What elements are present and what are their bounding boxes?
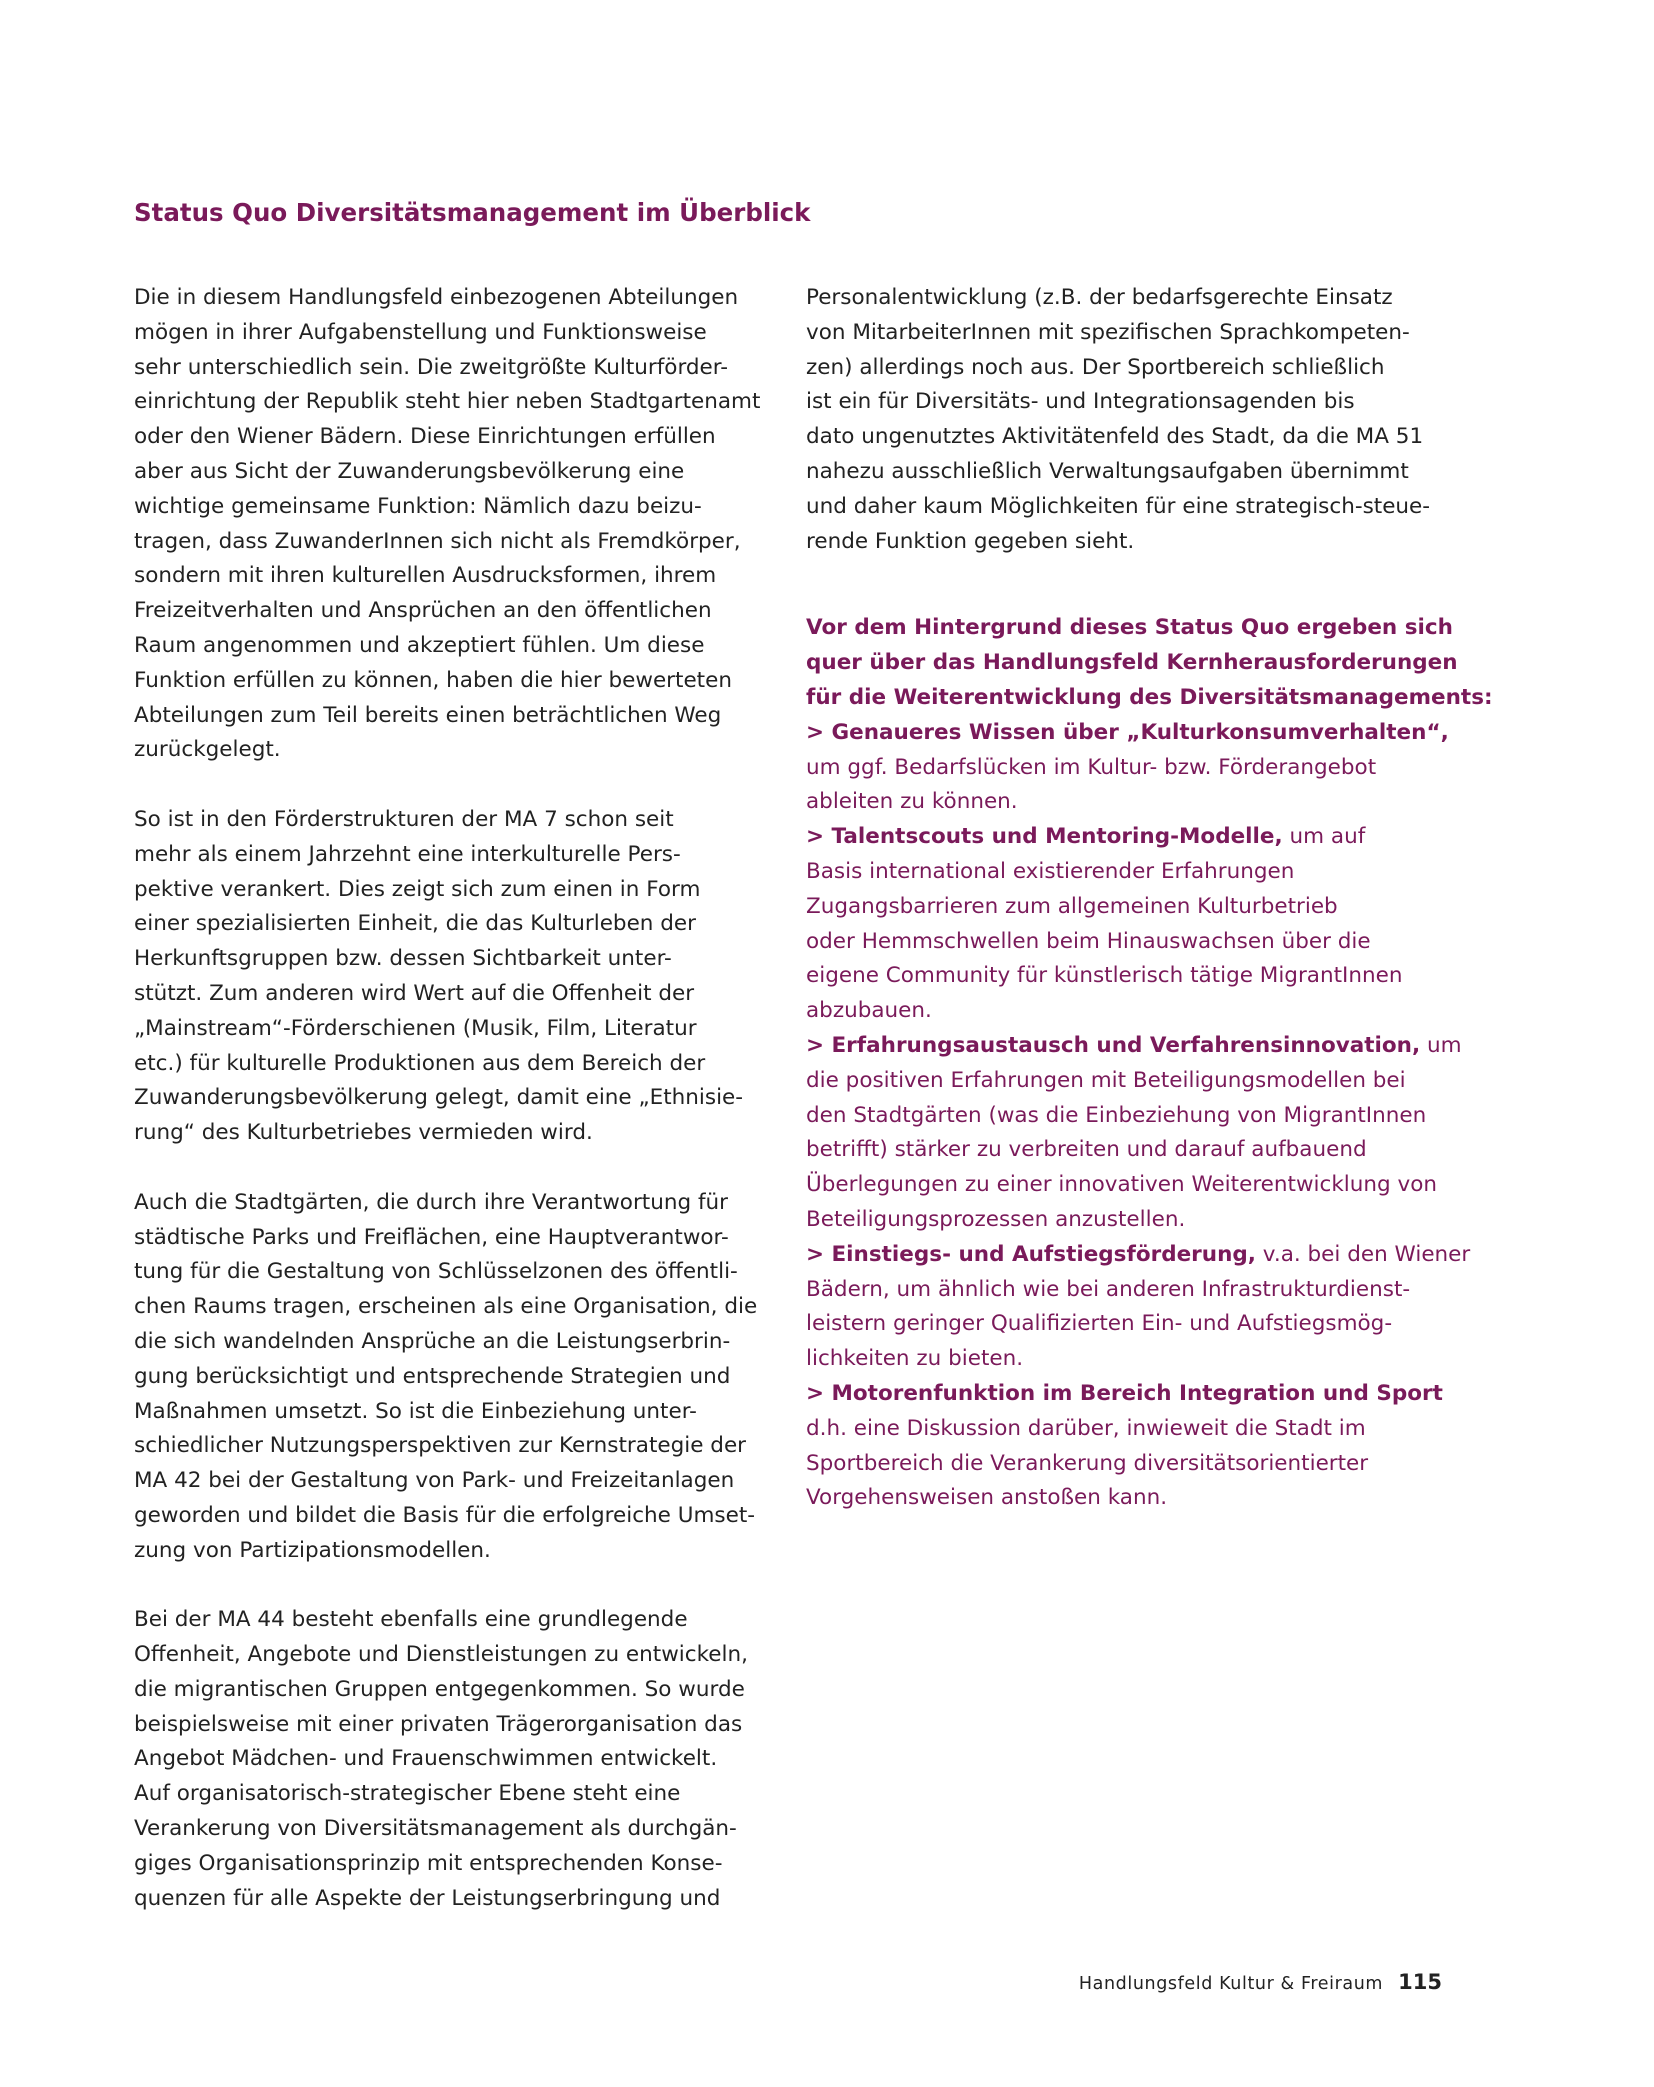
challenge-title-continuation: um auf: [1282, 824, 1366, 850]
text-line: oder den Wiener Bädern. Diese Einrichtungen erfüllen: [134, 424, 716, 450]
text-line: städtische Parks und Freiflächen, eine Hauptverantwor-: [134, 1224, 729, 1250]
challenge-title-continuation: um: [1420, 1032, 1462, 1058]
challenge-title-line: [806, 1029, 1462, 1064]
challenge-title: > Erfahrungsaustausch und Verfahrensinnovation,: [806, 1032, 1421, 1058]
section-heading: Status Quo Diversitätsmanagement im Überblick: [134, 198, 811, 227]
challenge-item: [806, 1377, 1456, 1516]
text-line: So ist in den Förderstrukturen der MA 7 schon seit: [134, 806, 674, 832]
challenge-title-continuation: v.a. bei den Wiener: [1255, 1241, 1471, 1267]
text-line: und daher kaum Möglichkeiten für eine strategisch-steue-: [806, 493, 1431, 519]
challenge-item: [806, 1029, 1462, 1238]
text-line: die migrantischen Gruppen entgegenkommen. So wurde: [134, 1676, 745, 1702]
text-line: sehr unterschiedlich sein. Die zweitgrößte Kulturförder-: [134, 354, 729, 380]
text-line: quenzen für alle Aspekte der Leistungserbringung und: [134, 1885, 721, 1911]
text-line: Auch die Stadtgärten, die durch ihre Verantwortung für: [134, 1189, 728, 1215]
right-column: [806, 281, 1493, 1516]
text-line: Zugangsbarrieren zum allgemeinen Kulturbetrieb: [806, 893, 1338, 919]
text-line: leistern geringer Qualifizierten Ein- und Aufstiegsmög-: [806, 1311, 1393, 1337]
text-line: nahezu ausschließlich Verwaltungsaufgaben übernimmt: [806, 458, 1409, 484]
text-line: d.h. eine Diskussion darüber, inwieweit die Stadt im: [806, 1415, 1366, 1441]
challenge-title: > Talentscouts und Mentoring-Modelle,: [806, 824, 1283, 850]
text-line: giges Organisationsprinzip mit entsprechenden Konse-: [134, 1850, 723, 1876]
text-line: Bädern, um ähnlich wie bei anderen Infrastrukturdienst-: [806, 1276, 1411, 1302]
text-line: wichtige gemeinsame Funktion: Nämlich dazu beizu-: [134, 493, 702, 519]
intro-line: quer über das Handlungsfeld Kernherausforderungen: [806, 650, 1458, 676]
text-line: den Stadtgärten (was die Einbeziehung von MigrantInnen: [806, 1102, 1427, 1128]
text-line: sondern mit ihren kulturellen Ausdrucksformen, ihrem: [134, 563, 717, 589]
text-line: gung berücksichtigt und entsprechende Strategien und: [134, 1363, 731, 1389]
text-line: stützt. Zum anderen wird Wert auf die Offenheit der: [134, 980, 695, 1006]
text-line: tragen, dass ZuwanderInnen sich nicht als Fremdkörper,: [134, 528, 741, 554]
text-line: aber aus Sicht der Zuwanderungsbevölkerung eine: [134, 458, 685, 484]
text-line: etc.) für kulturelle Produktionen aus dem Bereich der: [134, 1050, 706, 1076]
text-line: die sich wandelnden Ansprüche an die Leistungserbrin-: [134, 1328, 731, 1354]
text-line: Überlegungen zu einer innovativen Weiterentwicklung von: [806, 1172, 1438, 1198]
challenge-title: > Motorenfunktion im Bereich Integration und Sport: [806, 1380, 1443, 1406]
text-line: Raum angenommen und akzeptiert fühlen. Um diese: [134, 632, 705, 658]
paragraph-1: [134, 281, 784, 768]
text-line: Offenheit, Angebote und Dienstleistungen zu entwickeln,: [134, 1642, 748, 1668]
text-line: Auf organisatorisch-strategischer Ebene steht eine: [134, 1781, 681, 1807]
paragraph-continued: [806, 281, 1456, 559]
text-line: chen Raums tragen, erscheinen als eine Organisation, die: [134, 1294, 758, 1320]
challenge-title-line: [806, 716, 1456, 751]
text-line: tung für die Gestaltung von Schlüsselzonen des öffentli-: [134, 1259, 738, 1285]
text-line: pektive verankert. Dies zeigt sich zum einen in Form: [134, 876, 701, 902]
challenges-list: [806, 716, 1471, 1516]
challenges-intro: [806, 611, 1493, 715]
text-line: Angebot Mädchen- und Frauenschwimmen entwickelt.: [134, 1746, 718, 1772]
text-line: schiedlicher Nutzungsperspektiven zur Kernstrategie der: [134, 1433, 747, 1459]
challenge-title-line: [806, 1377, 1456, 1412]
text-line: Beteiligungsprozessen anzustellen.: [806, 1206, 1186, 1232]
text-line: zurückgelegt.: [134, 737, 281, 763]
text-line: Die in diesem Handlungsfeld einbezogenen Abteilungen: [134, 285, 739, 310]
text-line: Basis international existierender Erfahrungen: [806, 858, 1295, 884]
text-line: oder Hemmschwellen beim Hinauswachsen über die: [806, 928, 1371, 954]
text-line: MA 42 bei der Gestaltung von Park- und Freizeitanlagen: [134, 1468, 735, 1494]
footer-section-title: Handlungsfeld Kultur & Freiraum: [1078, 1974, 1384, 1994]
text-line: Vorgehensweisen anstoßen kann.: [806, 1485, 1168, 1511]
paragraph-2: [134, 803, 784, 1151]
text-line: eigene Community für künstlerisch tätige MigrantInnen: [806, 963, 1403, 989]
text-line: lichkeiten zu bieten.: [806, 1346, 1024, 1372]
text-line: ist ein für Diversitäts- und Integrationsagenden bis: [806, 389, 1355, 415]
paragraph-3: [134, 1186, 784, 1569]
text-line: einer spezialisierten Einheit, die das Kulturleben der: [134, 911, 696, 937]
text-line: ableiten zu können.: [806, 789, 1018, 815]
text-line: zung von Partizipationsmodellen.: [134, 1537, 491, 1563]
text-line: Maßnahmen umsetzt. So ist die Einbeziehung unter-: [134, 1398, 697, 1424]
text-line: geworden und bildet die Basis für die erfolgreiche Umset-: [134, 1502, 756, 1528]
text-line: beispielsweise mit einer privaten Trägerorganisation das: [134, 1711, 743, 1737]
challenge-title-line: [806, 820, 1456, 855]
text-line: mögen in ihrer Aufgabenstellung und Funktionsweise: [134, 319, 707, 345]
text-line: rende Funktion gegeben sieht.: [806, 528, 1135, 554]
page-number: 115: [1398, 1970, 1442, 1994]
text-line: mehr als einem Jahrzehnt eine interkulturelle Pers-: [134, 841, 681, 867]
text-line: Sportbereich die Verankerung diversitätsorientierter: [806, 1450, 1369, 1476]
challenge-title: > Genaueres Wissen über „Kulturkonsumverhalten“,: [806, 719, 1449, 745]
text-line: „Mainstream“-Förderschienen (Musik, Film, Literatur: [134, 1015, 697, 1041]
text-line: rung“ des Kulturbetriebes vermieden wird.: [134, 1120, 593, 1146]
text-line: Freizeitverhalten und Ansprüchen an den öffentlichen: [134, 598, 712, 624]
left-column: [134, 281, 784, 1951]
text-line: Personalentwicklung (z.B. der bedarfsgerechte Einsatz: [806, 285, 1393, 310]
text-line: abzubauen.: [806, 998, 932, 1024]
challenge-title: > Einstiegs- und Aufstiegsförderung,: [806, 1241, 1256, 1267]
text-line: dato ungenutztes Aktivitätenfeld des Stadt, da die MA 51: [806, 424, 1424, 450]
text-line: die positiven Erfahrungen mit Beteiligungsmodellen bei: [806, 1067, 1406, 1093]
text-line: Verankerung von Diversitätsmanagement als durchgän-: [134, 1816, 737, 1842]
text-line: Zuwanderungsbevölkerung gelegt, damit eine „Ethnisie-: [134, 1085, 744, 1111]
text-line: zen) allerdings noch aus. Der Sportbereich schließlich: [806, 354, 1385, 380]
intro-line: Vor dem Hintergrund dieses Status Quo ergeben sich: [806, 615, 1453, 641]
challenge-item: [806, 716, 1456, 820]
page-footer: [1000, 1970, 1442, 1994]
text-line: Bei der MA 44 besteht ebenfalls eine grundlegende: [134, 1607, 688, 1633]
challenge-item: [806, 1238, 1471, 1377]
text-line: betrifft) stärker zu verbreiten und darauf aufbauend: [806, 1137, 1367, 1163]
text-line: einrichtung der Republik steht hier neben Stadtgartenamt: [134, 389, 761, 415]
text-line: von MitarbeiterInnen mit spezifischen Sprachkompeten-: [806, 319, 1410, 345]
text-line: Herkunftsgruppen bzw. dessen Sichtbarkeit unter-: [134, 946, 672, 972]
text-line: um ggf. Bedarfslücken im Kultur- bzw. Förderangebot: [806, 754, 1377, 780]
challenge-title-line: [806, 1238, 1471, 1273]
text-line: Abteilungen zum Teil bereits einen beträchtlichen Weg: [134, 702, 722, 728]
challenge-item: [806, 820, 1456, 1029]
text-line: Funktion erfüllen zu können, haben die hier bewerteten: [134, 667, 732, 693]
paragraph-4: [134, 1603, 784, 1916]
intro-line: für die Weiterentwicklung des Diversitätsmanagements:: [806, 684, 1493, 710]
